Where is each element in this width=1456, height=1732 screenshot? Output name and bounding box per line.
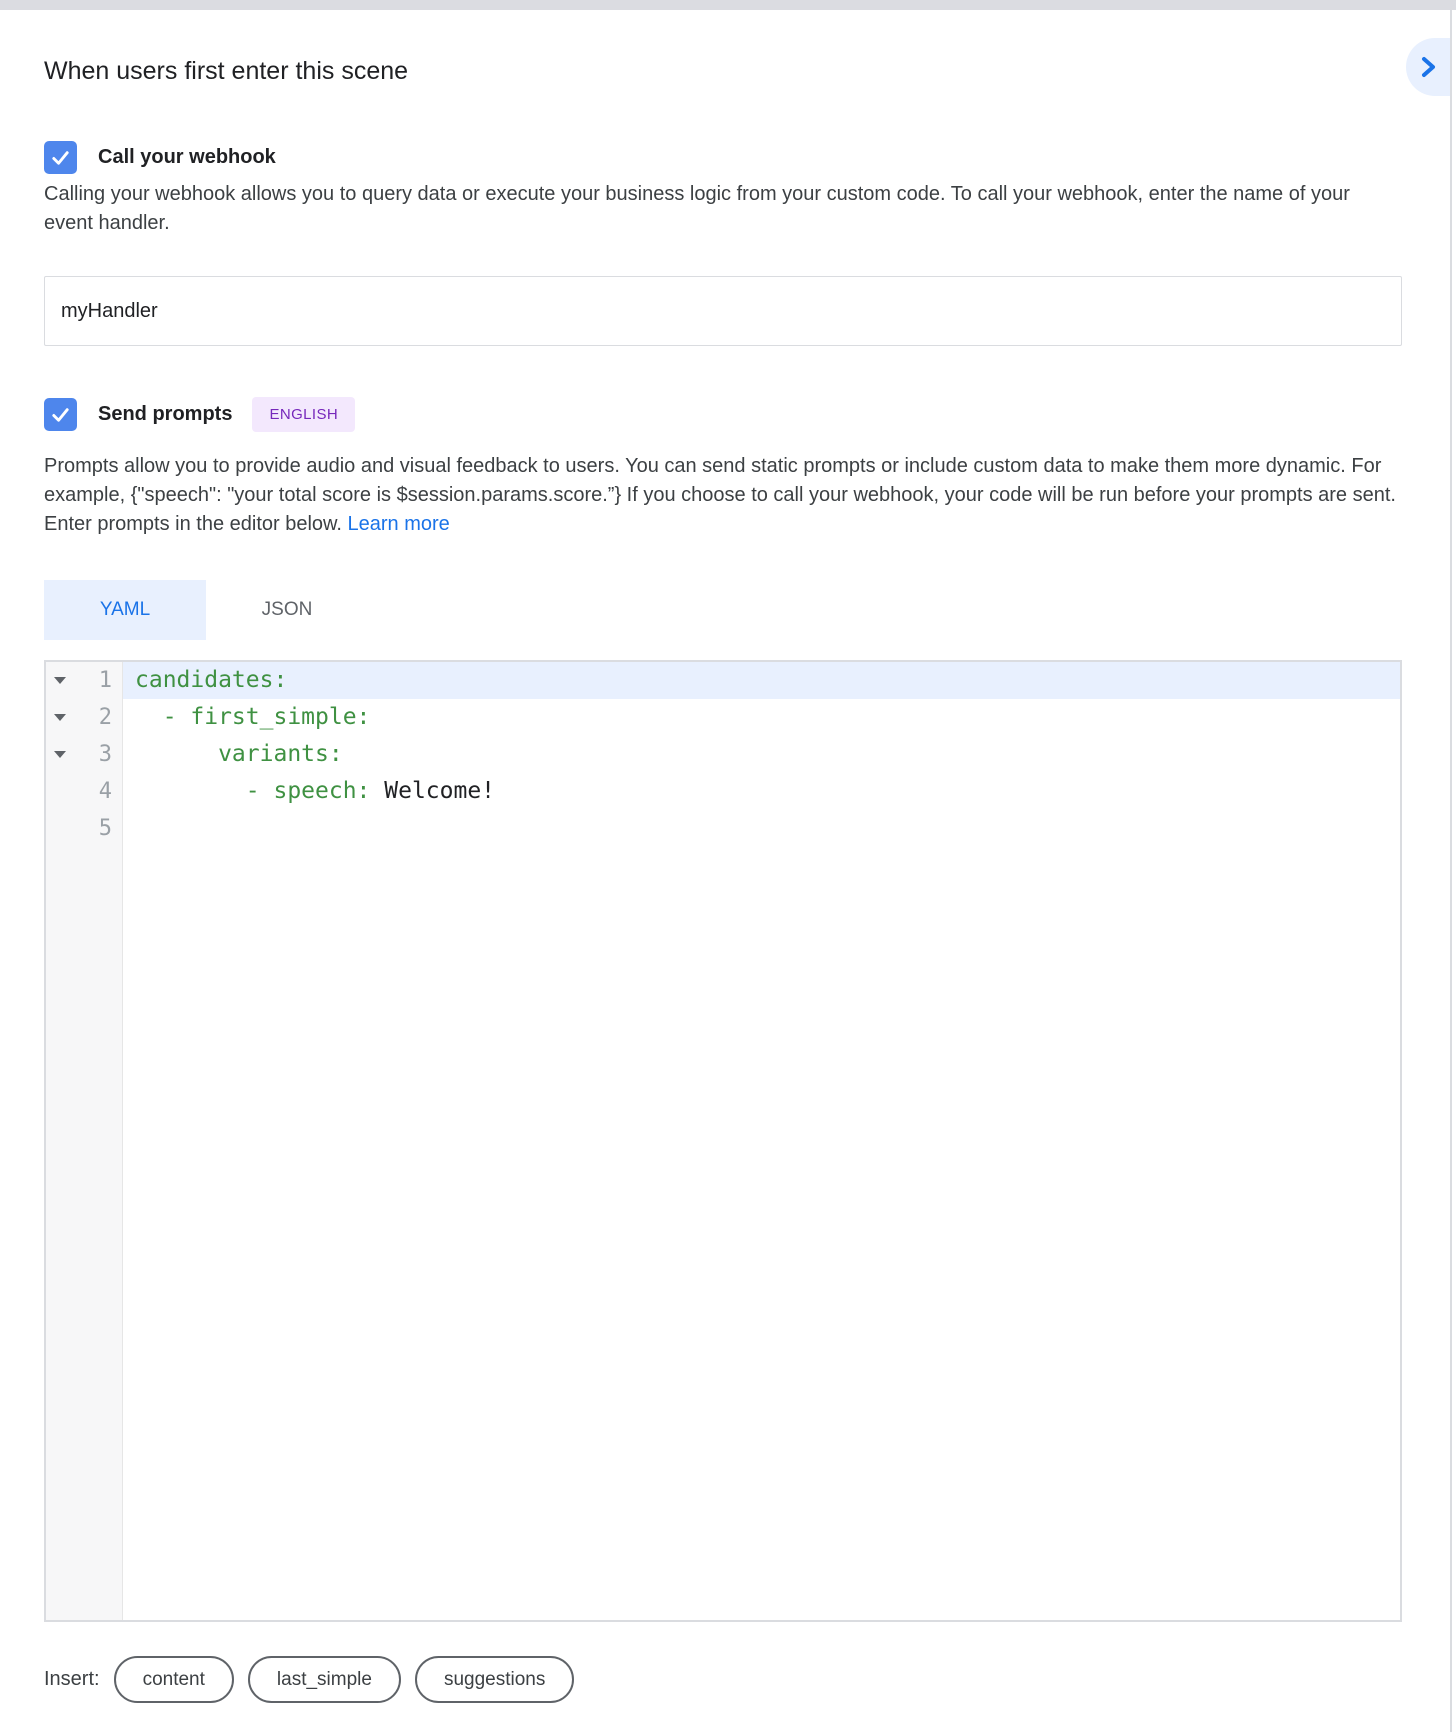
- insert-row: [44, 1656, 1402, 1703]
- top-divider: [0, 0, 1456, 10]
- gutter-row: [46, 810, 122, 847]
- prompt-code-editor: [44, 660, 1402, 1622]
- code-line[interactable]: [123, 662, 1400, 699]
- panel-right-border: [1450, 0, 1452, 1732]
- gutter-row: [46, 773, 122, 810]
- line-number: 4: [98, 779, 112, 804]
- insert-label: Insert:: [44, 1668, 100, 1690]
- insert-last_simple-button[interactable]: last_simple: [248, 1656, 401, 1703]
- send-prompts-label: Send prompts: [98, 402, 233, 425]
- fold-arrow-icon[interactable]: [54, 751, 66, 758]
- line-number: 3: [98, 742, 112, 767]
- learn-more-link[interactable]: Learn more: [347, 513, 450, 535]
- call-webhook-checkbox[interactable]: [44, 141, 77, 174]
- send-prompts-row: [44, 397, 1402, 431]
- code-line[interactable]: [123, 810, 1400, 847]
- gutter-row: [46, 699, 122, 736]
- code-token: candidates:: [135, 667, 288, 693]
- editor-code[interactable]: [123, 662, 1400, 1620]
- line-number: 2: [98, 705, 112, 730]
- language-badge: ENGLISH: [252, 397, 355, 432]
- checkmark-icon: [49, 403, 72, 426]
- code-line[interactable]: [123, 699, 1400, 736]
- insert-content-button[interactable]: content: [114, 1656, 234, 1703]
- fold-arrow-icon[interactable]: [54, 677, 66, 684]
- page-title: When users first enter this scene: [44, 57, 409, 85]
- line-number: 5: [98, 816, 112, 841]
- code-token: - speech:: [135, 778, 385, 804]
- gutter-row: [46, 662, 122, 699]
- prompts-description: [44, 452, 1402, 539]
- insert-suggestions-button[interactable]: suggestions: [415, 1656, 574, 1703]
- send-prompts-checkbox[interactable]: [44, 398, 77, 431]
- code-token: - first_simple:: [135, 704, 371, 730]
- call-webhook-row: [44, 140, 1402, 174]
- checkmark-icon: [49, 146, 72, 169]
- editor-gutter: [46, 662, 123, 1620]
- line-number: 1: [98, 668, 112, 693]
- insert-buttons: [114, 1656, 589, 1703]
- tab-json[interactable]: JSON: [261, 599, 313, 620]
- code-line[interactable]: [123, 736, 1400, 773]
- gutter-row: [46, 736, 122, 773]
- editor-tabs: [44, 580, 1402, 640]
- chevron-right-icon: [1414, 53, 1442, 81]
- code-token: Welcome!: [384, 778, 496, 804]
- fold-arrow-icon[interactable]: [54, 714, 66, 721]
- tab-yaml[interactable]: YAML: [44, 580, 206, 640]
- call-webhook-label: Call your webhook: [98, 145, 276, 168]
- webhook-description: Calling your webhook allows you to query data or execute your business logic from your custom code. To call your webhook, enter the name of your event handler.: [44, 183, 1350, 234]
- event-handler-input[interactable]: [44, 276, 1402, 346]
- prompts-description-text: Prompts allow you to provide audio and visual feedback to users. You can send static prompts or include custom data to make them more dynamic. For example, {"speech": "your total score is $session.params.score.”} If you choose to call your webhook, your code will be run before your prompts are sent. Enter prompts in the editor below.: [44, 455, 1396, 535]
- code-line[interactable]: [123, 773, 1400, 810]
- code-token: variants:: [135, 741, 343, 767]
